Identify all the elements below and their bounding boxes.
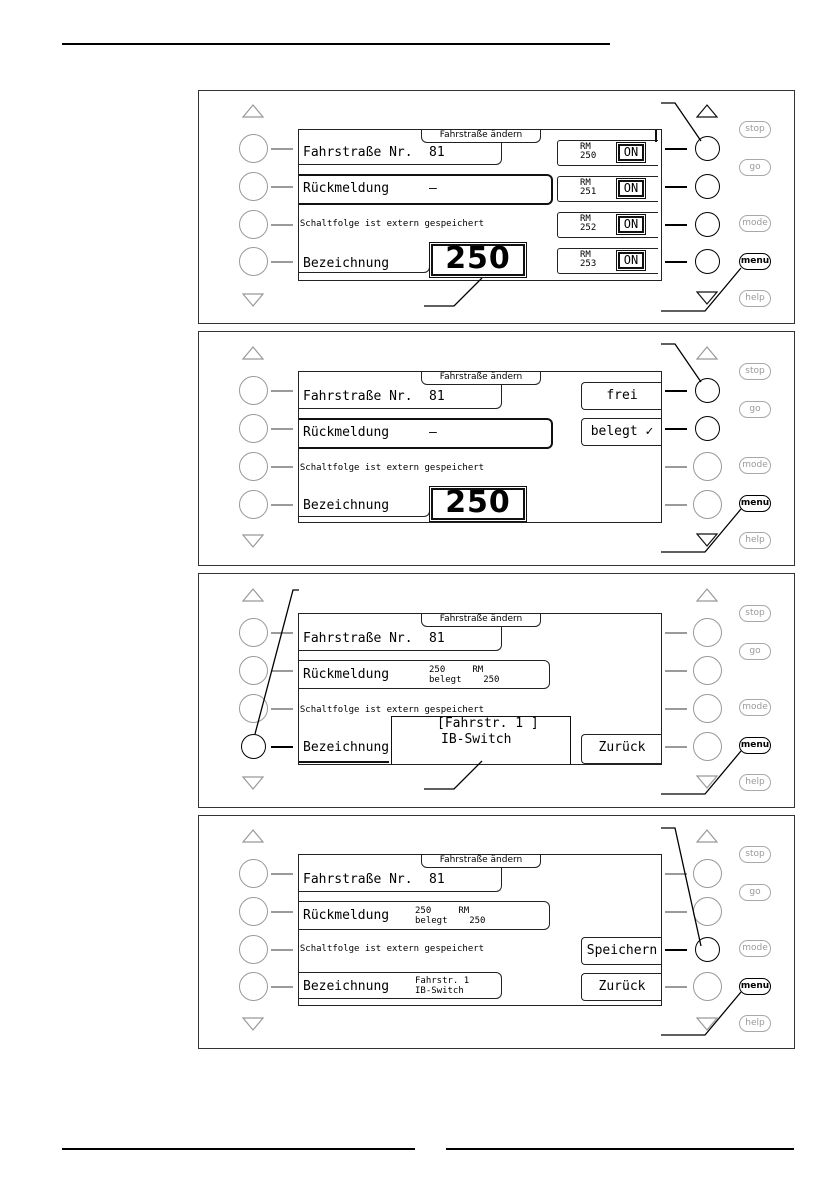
row4-frame — [299, 761, 389, 763]
right-tick — [665, 504, 687, 506]
row4-label: Bezeichnung — [303, 740, 390, 755]
help-button[interactable]: help — [739, 532, 771, 549]
go-button[interactable]: go — [739, 159, 771, 176]
row3-text: Schaltfolge ist extern gespeichert — [299, 944, 485, 954]
left-button-2[interactable] — [239, 897, 268, 926]
left-button-1[interactable] — [239, 859, 268, 888]
callout-line — [659, 101, 709, 146]
rm-item[interactable] — [557, 176, 658, 202]
help-button[interactable]: help — [739, 290, 771, 307]
name-edit-line2: IB-Switch — [441, 732, 512, 747]
help-button[interactable]: help — [739, 1015, 771, 1032]
right-button-3[interactable] — [693, 694, 722, 723]
row3-text: Schaltfolge ist extern gespeichert — [299, 705, 485, 715]
name-edit-line1: [Fahrstr. 1 ] — [437, 716, 539, 731]
right-tick — [665, 390, 687, 392]
arrow-up-left-icon[interactable] — [242, 346, 264, 360]
screen-title: Fahrstraße ändern — [421, 130, 541, 143]
left-tick — [271, 148, 293, 150]
rm-item[interactable] — [557, 140, 658, 166]
callout-line — [659, 990, 749, 1040]
row3-text: Schaltfolge ist extern gespeichert — [299, 219, 485, 229]
row4-label: Bezeichnung — [303, 498, 390, 513]
menu-button[interactable]: menu — [739, 737, 771, 754]
right-button-2[interactable] — [695, 174, 720, 199]
display-screen — [298, 854, 662, 1006]
row4-label: Bezeichnung — [303, 979, 390, 994]
left-tick — [271, 224, 293, 226]
arrow-down-left-icon[interactable] — [242, 776, 264, 790]
rm-item[interactable] — [557, 248, 658, 274]
left-button-3[interactable] — [239, 935, 268, 964]
name-value: Fahrstr. 1 IB-Switch — [415, 976, 470, 996]
row2-label: Rückmeldung — [303, 667, 390, 682]
screen-title: Fahrstraße ändern — [421, 855, 541, 868]
right-button-2[interactable] — [693, 656, 722, 685]
left-tick — [271, 428, 293, 430]
mode-button[interactable]: mode — [739, 215, 771, 232]
right-tick — [665, 186, 687, 188]
on-toggle: ON — [618, 216, 644, 233]
row3-text: Schaltfolge ist extern gespeichert — [299, 463, 485, 473]
arrow-down-left-icon[interactable] — [242, 293, 264, 307]
mode-button[interactable]: mode — [739, 457, 771, 474]
left-tick — [271, 986, 293, 988]
display-screen — [298, 613, 662, 765]
left-button-4[interactable] — [239, 972, 268, 1001]
left-button-1[interactable] — [239, 134, 268, 163]
row1-value: 81 — [429, 145, 445, 160]
go-button[interactable]: go — [739, 884, 771, 901]
speichern-button[interactable]: Speichern — [581, 937, 662, 965]
device-panel-1 — [198, 90, 795, 324]
row2-value: – — [429, 181, 437, 196]
frei-button[interactable]: frei — [581, 382, 662, 410]
callout-line — [424, 276, 484, 311]
callout-line — [424, 759, 484, 794]
rm-label: RM 251 — [580, 178, 597, 197]
on-toggle: ON — [618, 252, 644, 269]
callout-line — [659, 507, 749, 557]
bottom-rule-right — [446, 1148, 794, 1150]
right-tick — [665, 224, 687, 226]
left-tick — [271, 949, 293, 951]
left-button-2[interactable] — [239, 414, 268, 443]
stop-button[interactable]: stop — [739, 363, 771, 380]
left-tick — [271, 504, 293, 506]
right-tick — [665, 632, 687, 634]
zurueck-button[interactable]: Zurück — [581, 973, 662, 1001]
scrollbar[interactable] — [655, 130, 657, 142]
arrow-up-left-icon[interactable] — [242, 104, 264, 118]
row1-value: 81 — [429, 631, 445, 646]
right-button-1[interactable] — [693, 618, 722, 647]
stop-button[interactable]: stop — [739, 121, 771, 138]
row2-value: – — [429, 425, 437, 440]
bottom-rule-left — [62, 1148, 415, 1150]
screen-title: Fahrstraße ändern — [421, 372, 541, 385]
menu-button[interactable]: menu — [739, 978, 771, 995]
mode-button[interactable]: mode — [739, 699, 771, 716]
row1-value: 81 — [429, 389, 445, 404]
rm-label: RM 253 — [580, 250, 597, 269]
row1-label: Fahrstraße Nr. — [303, 145, 413, 160]
row1-label: Fahrstraße Nr. — [303, 872, 413, 887]
designation-value: 250 — [445, 241, 511, 276]
row2-label: Rückmeldung — [303, 908, 390, 923]
right-tick — [665, 428, 687, 430]
callout-line — [659, 342, 709, 387]
rm-label: RM 252 — [580, 214, 597, 233]
designation-value: 250 — [445, 485, 511, 520]
zurueck-button[interactable]: Zurück — [581, 734, 662, 764]
left-button-3[interactable] — [239, 452, 268, 481]
display-screen — [298, 371, 662, 523]
display-screen — [298, 129, 662, 281]
right-tick — [665, 708, 687, 710]
arrow-down-left-icon[interactable] — [242, 534, 264, 548]
right-tick — [665, 148, 687, 150]
left-tick — [271, 873, 293, 875]
row1-label: Fahrstraße Nr. — [303, 631, 413, 646]
menu-button[interactable]: menu — [739, 495, 771, 512]
left-button-1[interactable] — [239, 376, 268, 405]
callout-line — [659, 826, 709, 951]
stop-button[interactable]: stop — [739, 605, 771, 622]
top-rule — [62, 43, 610, 45]
go-button[interactable]: go — [739, 643, 771, 660]
right-tick — [665, 261, 687, 263]
left-button-2[interactable] — [239, 172, 268, 201]
right-button-3[interactable] — [695, 212, 720, 237]
callout-line — [659, 749, 749, 799]
left-tick — [271, 261, 293, 263]
right-button-2[interactable] — [695, 416, 720, 441]
go-button[interactable]: go — [739, 401, 771, 418]
menu-button[interactable]: menu — [739, 253, 771, 270]
row1-value: 81 — [429, 872, 445, 887]
left-tick — [271, 466, 293, 468]
right-tick — [665, 986, 687, 988]
left-button-3[interactable] — [239, 210, 268, 239]
on-toggle: ON — [618, 144, 644, 161]
right-button-3[interactable] — [693, 452, 722, 481]
rm-detail: 250 RM belegt 250 — [429, 665, 500, 685]
device-panel-4 — [198, 815, 795, 1049]
device-panel-3 — [198, 573, 795, 808]
rm-detail: 250 RM belegt 250 — [415, 906, 486, 926]
help-button[interactable]: help — [739, 774, 771, 791]
arrow-down-left-icon[interactable] — [242, 1017, 264, 1031]
right-tick — [665, 746, 687, 748]
right-tick — [665, 670, 687, 672]
arrow-up-right-icon[interactable] — [696, 588, 718, 602]
rm-label: RM 250 — [580, 142, 597, 161]
left-tick — [271, 186, 293, 188]
on-toggle: ON — [618, 180, 644, 197]
left-tick — [271, 911, 293, 913]
belegt-button[interactable]: belegt ✓ — [581, 418, 662, 446]
row4-label: Bezeichnung — [303, 256, 390, 271]
screen-title: Fahrstraße ändern — [421, 614, 541, 627]
arrow-up-left-icon[interactable] — [242, 829, 264, 843]
row2-label: Rückmeldung — [303, 425, 390, 440]
rm-item[interactable] — [557, 212, 658, 238]
row1-label: Fahrstraße Nr. — [303, 389, 413, 404]
left-button-4[interactable] — [239, 247, 268, 276]
mode-button[interactable]: mode — [739, 940, 771, 957]
stop-button[interactable]: stop — [739, 846, 771, 863]
left-button-4[interactable] — [239, 490, 268, 519]
right-tick — [665, 466, 687, 468]
row2-label: Rückmeldung — [303, 181, 390, 196]
left-tick — [271, 390, 293, 392]
left-tick — [271, 746, 293, 748]
device-panel-2 — [198, 331, 795, 566]
callout-line — [659, 266, 749, 316]
